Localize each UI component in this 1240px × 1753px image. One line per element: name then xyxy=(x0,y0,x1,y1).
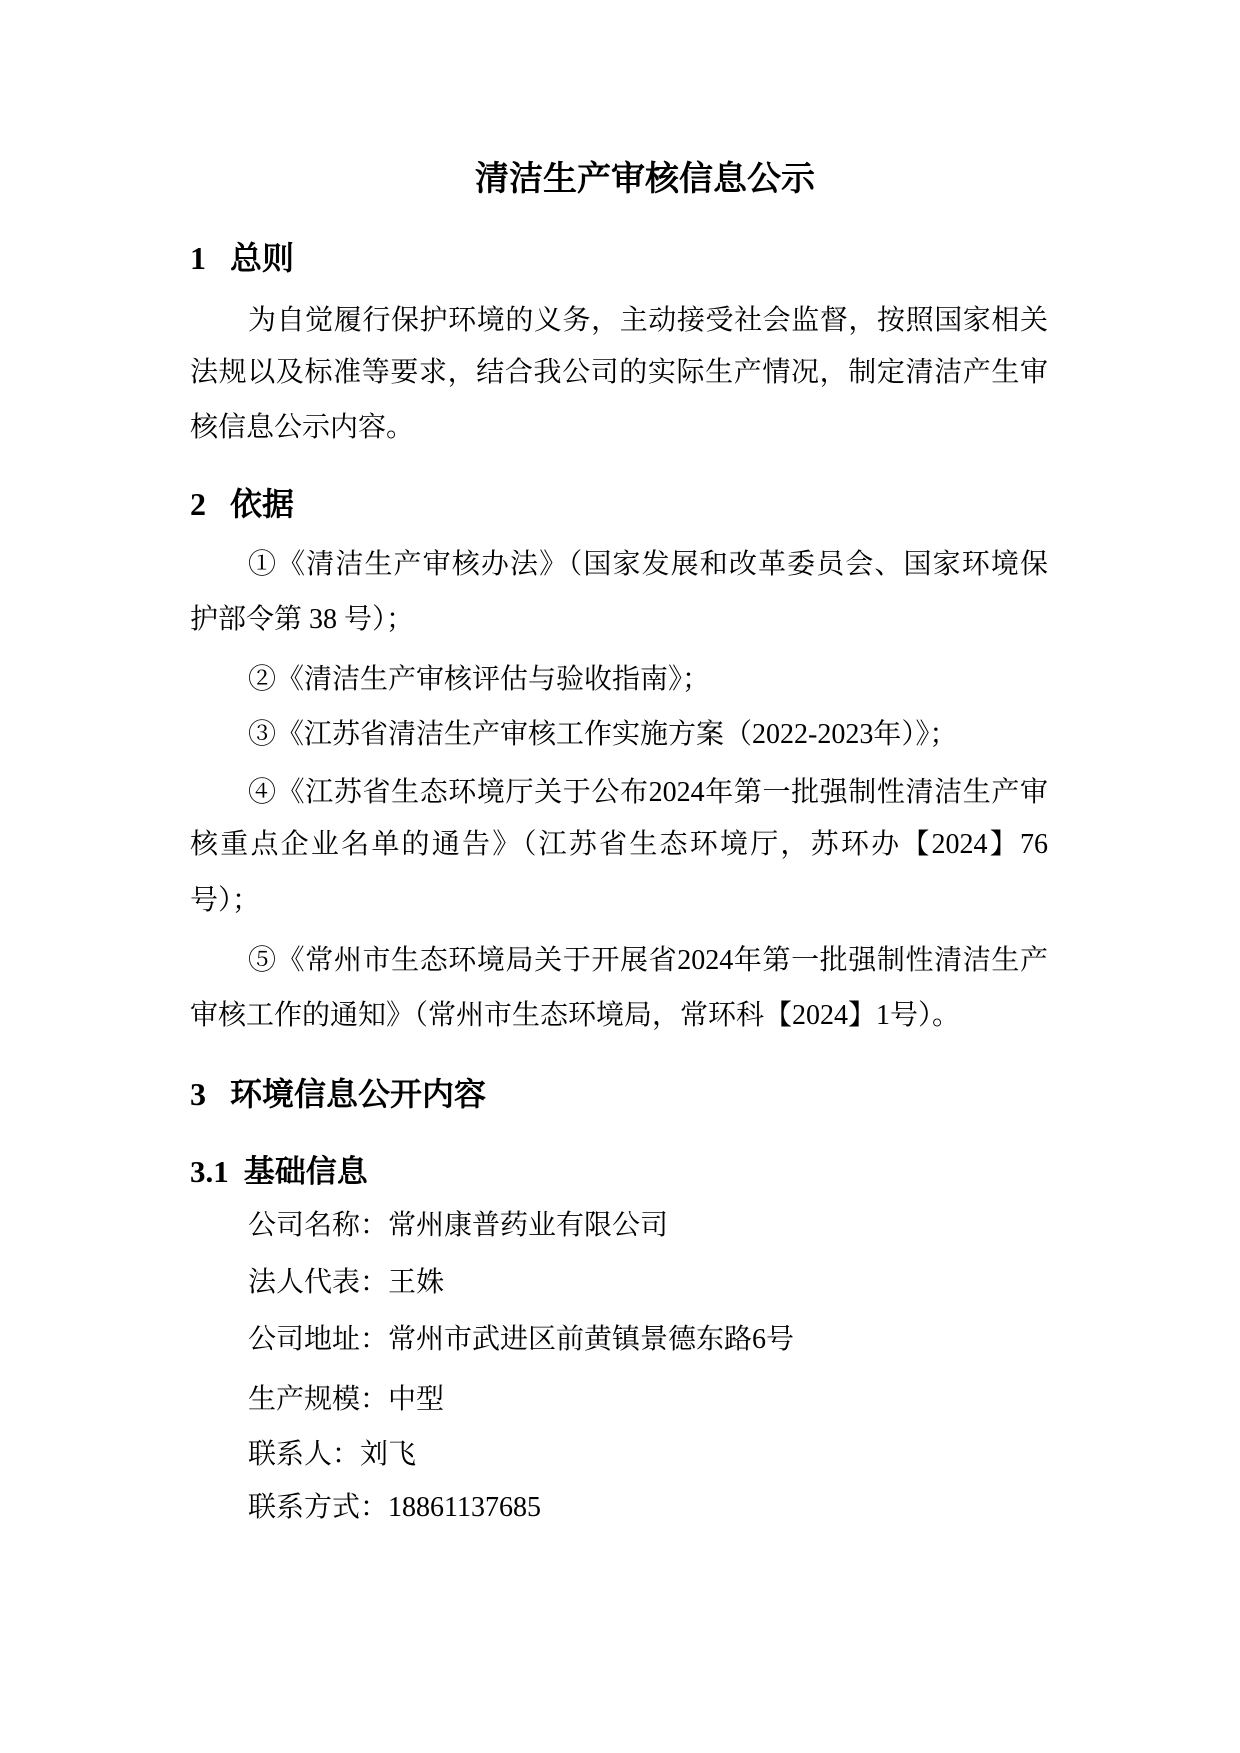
field-company-name-value: 常州康普药业有限公司 xyxy=(388,1210,669,1241)
section-3-number: 3 xyxy=(190,1076,206,1112)
field-contact-person xyxy=(248,1427,416,1482)
field-production-scale xyxy=(248,1372,444,1427)
list-item-2-line: ②《清洁生产审核评估与验收指南》； xyxy=(248,664,711,695)
section-1-title: 总则 xyxy=(230,240,295,276)
field-production-scale-value: 中型 xyxy=(388,1384,445,1415)
section-2-title: 依据 xyxy=(230,486,295,522)
field-legal-representative-value: 王姝 xyxy=(388,1267,445,1298)
field-company-name xyxy=(248,1198,668,1253)
section-3-title: 环境信息公开内容 xyxy=(230,1076,487,1112)
paragraph-line: 为自觉履行保护环境的义务，主动接受社会监督，按照国家相关 xyxy=(248,305,1048,336)
list-item-3-line: ③《江苏省清洁生产审核工作实施方案（2022-2023年）》； xyxy=(248,719,958,750)
section-3-heading xyxy=(190,1067,486,1122)
field-contact-phone-label: 联系方式： xyxy=(248,1492,389,1523)
list-item-4-line: 核重点企业名单的通告》（江苏省生态环境厅，苏环办【2024】76 xyxy=(190,829,1048,860)
section-2-heading xyxy=(190,477,294,532)
field-company-address-label: 公司地址： xyxy=(248,1324,389,1355)
list-item-1-line: 护部令第 38 号）； xyxy=(190,604,415,635)
field-company-name-label: 公司名称： xyxy=(248,1210,389,1241)
section-3-1-number: 3.1 xyxy=(190,1154,229,1189)
field-contact-person-label: 联系人： xyxy=(248,1439,361,1470)
section-3-1-title: 基础信息 xyxy=(243,1154,368,1189)
section-1-heading xyxy=(190,231,294,286)
list-item-5-line: ⑤《常州市生态环境局关于开展省2024年第一批强制性清洁生产 xyxy=(248,945,1048,976)
field-production-scale-label: 生产规模： xyxy=(248,1384,389,1415)
section-3-1-heading xyxy=(190,1144,368,1199)
field-company-address-value: 常州市武进区前黄镇景德东路6号 xyxy=(388,1324,795,1355)
field-contact-phone xyxy=(248,1480,541,1535)
section-2-number: 2 xyxy=(190,486,206,522)
field-legal-representative-label: 法人代表： xyxy=(248,1267,389,1298)
paragraph-line: 核信息公示内容。 xyxy=(190,412,415,443)
field-contact-person-value: 刘飞 xyxy=(360,1439,417,1470)
list-item-4-line: 号）； xyxy=(190,885,261,916)
document-title: 清洁生产审核信息公示 xyxy=(475,161,815,198)
paragraph-line: 法规以及标准等要求，结合我公司的实际生产情况，制定清洁产生审 xyxy=(190,357,1048,388)
list-item-5-line: 审核工作的通知》（常州市生态环境局，常环科【2024】1号）。 xyxy=(190,1000,961,1031)
list-item-4-line: ④《江苏省生态环境厅关于公布2024年第一批强制性清洁生产审 xyxy=(248,777,1048,808)
field-company-address xyxy=(248,1312,794,1367)
field-contact-phone-value: 18861137685 xyxy=(388,1492,541,1523)
section-1-number: 1 xyxy=(190,240,206,276)
field-legal-representative xyxy=(248,1255,444,1310)
list-item-1-line: ①《清洁生产审核办法》（国家发展和改革委员会、国家环境保 xyxy=(248,549,1048,580)
